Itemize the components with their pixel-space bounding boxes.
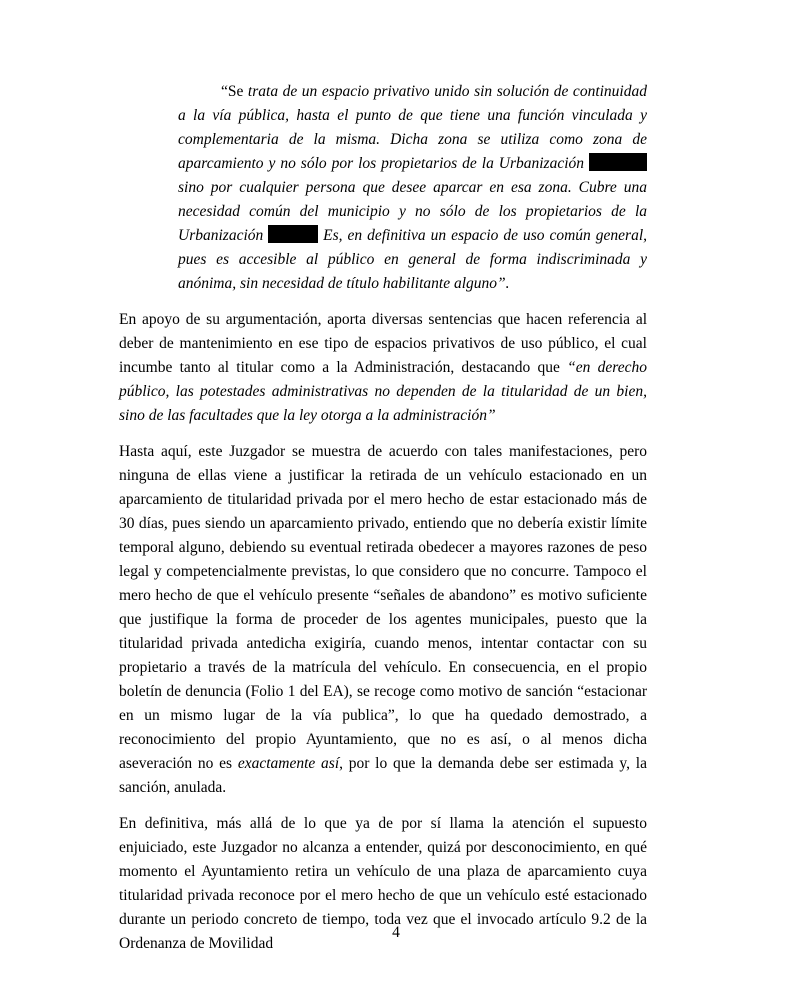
paragraph-hasta-aqui: [119, 440, 647, 800]
quote-lead: “Se: [221, 83, 248, 100]
quote-text-3: Es, en definitiva un espacio de uso común general, pues es accesible al público en general de forma indiscriminada y anónima, sin necesidad de título habilitante alguno”.: [178, 227, 647, 292]
document-content: [119, 80, 647, 968]
quote-text-2: sino por cualquier persona que desee aparcar en esa zona. Cubre una necesidad común del municipio y no sólo de los propietarios de la Urbanización: [178, 179, 647, 244]
paragraph-argumentacion-text: En apoyo de su argumentación, aporta diversas sentencias que hacen referencia al deber de mantenimiento en ese tipo de espacios privativos de uso público, el cual incumbe tanto al titular como a la Administración, destacando que: [119, 311, 647, 376]
paragraph-argumentacion-quote: “en derecho público, las potestades administrativas no dependen de la titularidad de un bien, sino de las facultades que la ley otorga a la administración”: [119, 359, 647, 424]
redaction-box-2: [268, 225, 318, 243]
paragraph-hasta-aqui-text-1: Hasta aquí, este Juzgador se muestra de acuerdo con tales manifestaciones, pero ninguna de ellas viene a justificar la retirada de un vehículo estacionado en un aparcamiento de titularidad privada por el mero hecho de estar estacionado más de 30 días, pues siendo un aparcamiento privado, entiendo que no debería existir límite temporal alguno, debiendo su eventual retirada obedecer a mayores razones de peso legal y competencialmente previstas, lo que considero que no concurre. Tampoco el mero hecho de que el vehículo presente “señales de abandono” es motivo suficiente que justifique la forma de proceder de los agentes municipales, puesto que la titularidad privada antedicha exigiría, cuando menos, intentar contactar con su propietario a través de la matrícula del vehículo. En consecuencia, en el propio boletín de denuncia (Folio 1 del EA), se recoge como motivo de sanción “estacionar en un mismo lugar de la vía publica”, lo que ha quedado demostrado, a reconocimiento del propio Ayuntamiento, que no es así, o al menos dicha aseveración no es: [119, 443, 647, 772]
paragraph-argumentacion: [119, 308, 647, 428]
paragraph-hasta-aqui-text-2: , por lo que la demanda debe ser estimada y, la sanción, anulada.: [119, 755, 647, 796]
block-quote: [178, 80, 647, 296]
page-number: 4: [392, 924, 400, 941]
paragraph-en-definitiva-text: En definitiva, más allá de lo que ya de por sí llama la atención el supuesto enjuiciado, este Juzgador no alcanza a entender, quizá por desconocimiento, en qué momento el Ayuntamiento retira un vehículo de una plaza de aparcamiento cuya titularidad privada reconoce por el mero hecho de que un vehículo esté estacionado durante un periodo concreto de tiempo, toda vez que el invocado artículo 9.2 de la Ordenanza de Movilidad: [119, 815, 647, 952]
quote-text-1: trata de un espacio privativo unido sin solución de continuidad a la vía pública, hasta el punto de que tiene una función vinculada y complementaria de la misma. Dicha zona se utiliza como zona de aparcamiento y no sólo por los propietarios de la Urbanización: [178, 83, 647, 172]
redaction-box-1: [589, 153, 647, 171]
paragraph-hasta-aqui-emphasis: exactamente así: [237, 755, 340, 772]
